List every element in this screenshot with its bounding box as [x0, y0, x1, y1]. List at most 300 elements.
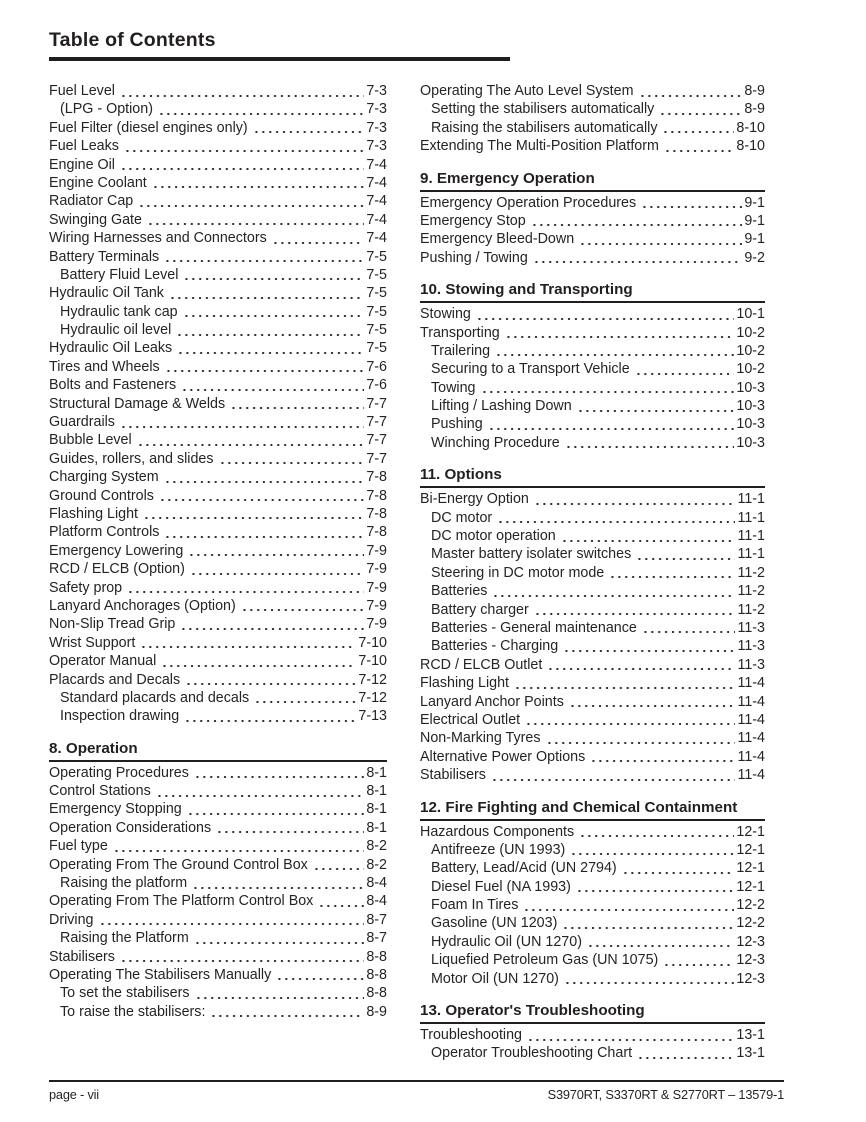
toc-entry-label: Gasoline (UN 1203)	[431, 915, 558, 932]
dot-leader	[609, 564, 735, 582]
toc-entry	[49, 523, 387, 541]
dot-leader	[523, 896, 734, 914]
toc-entry	[420, 970, 765, 988]
toc-entry	[49, 948, 387, 966]
toc-entry-page: 7-3	[366, 119, 387, 136]
page-title: Table of Contents	[49, 29, 216, 51]
toc-entry	[49, 487, 387, 505]
toc-entry-page: 7-4	[366, 174, 387, 191]
toc-entry-label: Structural Damage & Welds	[49, 395, 226, 412]
toc-section-header: 13. Operator's Troubleshooting	[420, 1001, 765, 1024]
toc-entry	[420, 490, 765, 508]
toc-column-left	[49, 82, 387, 1021]
dot-leader	[210, 1003, 364, 1021]
dot-leader	[181, 376, 364, 394]
toc-entry-page: 12-2	[736, 915, 765, 932]
toc-entry-label: Foam In Tires	[431, 897, 519, 914]
toc-entry-page: 10-3	[736, 416, 765, 433]
toc-entry	[49, 597, 387, 615]
toc-entry	[49, 1003, 387, 1021]
toc-entry-label: Electrical Outlet	[420, 711, 521, 728]
toc-entry-label: Fuel Filter (diesel engines only)	[49, 119, 248, 136]
dot-leader	[99, 911, 365, 929]
toc-entry	[420, 878, 765, 896]
toc-entry-label: Troubleshooting	[420, 1027, 522, 1044]
toc-entry-page: 7-9	[366, 542, 387, 559]
toc-entry-label: Emergency Operation Procedures	[420, 194, 637, 211]
toc-entry-page: 8-10	[736, 138, 765, 155]
toc-entry-label: Batteries	[431, 583, 488, 600]
toc-entry	[420, 766, 765, 784]
toc-entry	[420, 194, 765, 212]
dot-leader	[525, 711, 735, 729]
dot-leader	[590, 748, 735, 766]
dot-leader	[531, 212, 743, 230]
toc-entry	[49, 892, 387, 910]
dot-leader	[622, 859, 735, 877]
toc-entry	[420, 434, 765, 452]
toc-entry-label: Fuel Level	[49, 83, 115, 99]
toc-entry-page: 11-1	[737, 509, 765, 526]
toc-entry-page: 7-8	[366, 524, 387, 541]
toc-entry-label: Pushing	[431, 416, 483, 433]
toc-entry	[49, 192, 387, 210]
toc-entry	[49, 211, 387, 229]
dot-leader	[194, 764, 364, 782]
toc-entry	[420, 119, 765, 137]
toc-entry-page: 7-10	[358, 634, 387, 651]
toc-entry-label: Hazardous Components	[420, 823, 575, 840]
dot-leader	[192, 874, 364, 892]
toc-entry-label: Antifreeze (UN 1993)	[431, 841, 566, 858]
toc-entry-page: 7-9	[366, 579, 387, 596]
toc-entry-label: Flashing Light	[49, 505, 139, 522]
toc-entry-page: 12-1	[736, 878, 765, 895]
toc-entry-page: 10-3	[736, 398, 765, 415]
toc-entry-label: Ground Controls	[49, 487, 154, 504]
toc-entry	[49, 634, 387, 652]
toc-entry-label: Operating From The Ground Control Box	[49, 856, 308, 873]
toc-entry	[420, 212, 765, 230]
toc-entry-page: 8-8	[366, 948, 387, 965]
toc-section-header: 10. Stowing and Transporting	[420, 280, 765, 303]
toc-entry-label: Charging System	[49, 469, 159, 486]
toc-entry	[420, 582, 765, 600]
toc-entry	[420, 951, 765, 969]
dot-leader	[185, 671, 356, 689]
toc-entry	[49, 929, 387, 947]
toc-entry-page: 9-2	[744, 249, 765, 266]
toc-entry-page: 9-1	[744, 212, 765, 229]
toc-entry-page: 12-1	[736, 823, 765, 840]
toc-entry	[49, 358, 387, 376]
toc-entry-label: Fuel Leaks	[49, 138, 119, 155]
toc-entry-label: Battery charger	[431, 601, 529, 618]
toc-entry-page: 10-2	[736, 342, 765, 359]
toc-entry-label: Batteries - Charging	[431, 638, 559, 655]
toc-entry	[49, 707, 387, 725]
toc-entry-label: Operator Troubleshooting Chart	[431, 1045, 633, 1062]
toc-entry-label: Operating The Auto Level System	[420, 83, 634, 99]
toc-entry-label: Extending The Multi-Position Platform	[420, 138, 659, 155]
footer-rule	[49, 1080, 784, 1082]
toc-entry-label: RCD / ELCB (Option)	[49, 561, 185, 578]
dot-leader	[642, 619, 736, 637]
toc-entry-label: Hydraulic Oil (UN 1270)	[431, 933, 582, 950]
toc-entry	[49, 229, 387, 247]
toc-entry	[420, 841, 765, 859]
toc-entry-page: 10-1	[736, 306, 765, 323]
toc-entry	[49, 100, 387, 118]
toc-entry-label: Guardrails	[49, 414, 115, 431]
dot-leader	[576, 878, 735, 896]
title-underline-rule	[49, 57, 510, 61]
dot-leader	[176, 321, 364, 339]
toc-entry-label: Winching Procedure	[431, 434, 560, 451]
toc-entry-page: 11-4	[737, 767, 765, 784]
toc-entry-label: To raise the stabilisers:	[60, 1003, 206, 1020]
toc-entry-label: Emergency Stop	[420, 212, 526, 229]
dot-leader	[637, 1044, 734, 1062]
toc-entry-page: 8-7	[366, 911, 387, 928]
dot-leader	[663, 951, 734, 969]
toc-entry-page: 12-3	[736, 952, 765, 969]
dot-leader	[188, 542, 364, 560]
toc-entry	[420, 896, 765, 914]
toc-entry-page: 8-9	[744, 101, 765, 118]
toc-entry-page: 7-4	[366, 156, 387, 173]
dot-leader	[564, 970, 734, 988]
toc-entry-label: Engine Oil	[49, 156, 115, 173]
toc-entry-page: 7-6	[366, 358, 387, 375]
toc-entry-page: 10-2	[736, 324, 765, 341]
toc-entry-label: Lanyard Anchor Points	[420, 693, 564, 710]
toc-entry	[420, 711, 765, 729]
toc-entry	[49, 431, 387, 449]
dot-leader	[138, 192, 364, 210]
toc-entry-page: 8-1	[366, 819, 387, 836]
toc-entry-page: 8-1	[366, 783, 387, 800]
dot-leader	[636, 545, 735, 563]
toc-entry-label: Radiator Cap	[49, 193, 134, 210]
toc-entry-label: Hydraulic oil level	[60, 322, 172, 339]
toc-entry	[420, 379, 765, 397]
dot-leader	[143, 505, 364, 523]
toc-entry	[420, 859, 765, 877]
toc-entry	[420, 914, 765, 932]
toc-entry-page: 7-6	[366, 377, 387, 394]
toc-entry	[49, 174, 387, 192]
toc-entry-page: 8-2	[366, 838, 387, 855]
dot-leader	[124, 137, 364, 155]
toc-entry-label: Engine Coolant	[49, 174, 147, 191]
toc-entry	[49, 874, 387, 892]
toc-entry	[420, 637, 765, 655]
dot-leader	[569, 693, 736, 711]
dot-leader	[120, 413, 364, 431]
toc-entry	[49, 984, 387, 1002]
toc-entry-page: 8-2	[366, 856, 387, 873]
dot-leader	[190, 560, 364, 578]
toc-entry-page: 7-13	[358, 708, 387, 725]
toc-entry-label: Hydraulic tank cap	[60, 303, 178, 320]
toc-entry-page: 7-7	[366, 450, 387, 467]
toc-entry-page: 8-4	[366, 893, 387, 910]
toc-entry-label: Emergency Bleed-Down	[420, 231, 575, 248]
dot-leader	[180, 615, 364, 633]
toc-entry-page: 8-8	[366, 985, 387, 1002]
toc-entry	[49, 137, 387, 155]
dot-leader	[194, 929, 365, 947]
toc-entry-label: Guides, rollers, and slides	[49, 450, 214, 467]
toc-entry-page: 7-12	[358, 689, 387, 706]
toc-entry	[49, 764, 387, 782]
toc-entry-page: 7-7	[366, 414, 387, 431]
dot-leader	[254, 689, 356, 707]
toc-entry-label: Safety prop	[49, 579, 123, 596]
dot-leader	[488, 415, 735, 433]
dot-leader	[313, 856, 365, 874]
dot-leader	[216, 819, 364, 837]
dot-leader	[161, 652, 356, 670]
toc-entry-label: Stabilisers	[49, 948, 115, 965]
toc-entry-page: 7-5	[366, 285, 387, 302]
toc-entry	[420, 415, 765, 433]
toc-entry-label: Stowing	[420, 306, 471, 323]
toc-entry-label: Standard placards and decals	[60, 689, 250, 706]
dot-leader	[165, 358, 365, 376]
dot-leader	[177, 339, 364, 357]
toc-entry-page: 8-8	[366, 966, 387, 983]
toc-entry-label: Liquefied Petroleum Gas (UN 1075)	[431, 952, 659, 969]
dot-leader	[505, 324, 735, 342]
toc-entry-page: 7-5	[366, 248, 387, 265]
dot-leader	[272, 229, 365, 247]
toc-entry-page: 10-3	[736, 379, 765, 396]
toc-entry	[49, 671, 387, 689]
toc-entry-page: 7-5	[366, 340, 387, 357]
toc-entry-page: 7-8	[366, 505, 387, 522]
dot-leader	[664, 137, 734, 155]
toc-entry	[420, 249, 765, 267]
toc-entry	[49, 284, 387, 302]
dot-leader	[561, 527, 736, 545]
toc-entry	[420, 674, 765, 692]
toc-entry	[420, 1026, 765, 1044]
toc-entry-page: 8-1	[366, 801, 387, 818]
toc-entry-page: 9-1	[744, 194, 765, 211]
toc-entry-label: Motor Oil (UN 1270)	[431, 970, 559, 987]
dot-leader	[563, 637, 735, 655]
dot-leader	[562, 914, 734, 932]
toc-entry-page: 7-3	[366, 101, 387, 118]
toc-entry-page: 11-4	[737, 748, 765, 765]
toc-entry-label: Stabilisers	[420, 767, 486, 784]
dot-leader	[534, 601, 736, 619]
dot-leader	[137, 431, 365, 449]
toc-entry	[49, 689, 387, 707]
dot-leader	[514, 674, 735, 692]
toc-entry-label: Battery Fluid Level	[60, 266, 179, 283]
toc-entry-page: 11-3	[737, 638, 765, 655]
toc-entry-label: Trailering	[431, 342, 491, 359]
toc-section-header: 8. Operation	[49, 739, 387, 762]
toc-entry-page: 7-8	[366, 469, 387, 486]
dot-leader	[577, 397, 735, 415]
toc-entry-page: 11-2	[737, 601, 765, 618]
toc-entry	[420, 230, 765, 248]
toc-entry	[420, 100, 765, 118]
toc-entry-page: 7-4	[366, 193, 387, 210]
toc-entry-page: 7-7	[366, 395, 387, 412]
toc-entry-page: 11-1	[737, 546, 765, 563]
toc-entry-page: 7-9	[366, 597, 387, 614]
toc-entry-label: Pushing / Towing	[420, 249, 528, 266]
toc-entry	[49, 248, 387, 266]
toc-entry-label: Emergency Lowering	[49, 542, 184, 559]
toc-entry-label: Diesel Fuel (NA 1993)	[431, 878, 571, 895]
toc-entry	[49, 339, 387, 357]
dot-leader	[120, 156, 364, 174]
toc-entry-label: Raising the Platform	[60, 930, 189, 947]
toc-entry	[49, 652, 387, 670]
dot-leader	[195, 984, 365, 1002]
toc-entry-label: Wrist Support	[49, 634, 136, 651]
toc-entry	[49, 468, 387, 486]
toc-entry-label: Platform Controls	[49, 524, 160, 541]
dot-leader	[253, 119, 365, 137]
toc-entry-page: 11-4	[737, 711, 765, 728]
toc-entry-page: 11-4	[737, 730, 765, 747]
toc-entry	[49, 303, 387, 321]
toc-entry-label: Bubble Level	[49, 432, 132, 449]
toc-entry-page: 12-3	[736, 933, 765, 950]
toc-entry-label: Wiring Harnesses and Connectors	[49, 230, 267, 247]
toc-entry-label: Operating From The Platform Control Box	[49, 893, 314, 910]
dot-leader	[147, 211, 364, 229]
toc-entry-page: 7-10	[358, 653, 387, 670]
toc-entry-page: 10-2	[736, 361, 765, 378]
toc-entry-page: 12-3	[736, 970, 765, 987]
toc-entry-label: Operation Considerations	[49, 819, 212, 836]
toc-entry-page: 11-4	[737, 693, 765, 710]
toc-entry-page: 7-5	[366, 266, 387, 283]
dot-leader	[570, 841, 734, 859]
toc-entry	[420, 342, 765, 360]
dot-leader	[495, 342, 734, 360]
toc-entry	[49, 321, 387, 339]
toc-entry	[420, 137, 765, 155]
toc-entry	[49, 450, 387, 468]
dot-leader	[230, 395, 364, 413]
dot-leader	[183, 266, 364, 284]
toc-entry	[49, 376, 387, 394]
dot-leader	[476, 305, 735, 323]
toc-entry	[49, 413, 387, 431]
dot-leader	[565, 434, 735, 452]
dot-leader	[164, 523, 364, 541]
dot-leader	[183, 303, 365, 321]
dot-leader	[497, 509, 735, 527]
toc-entry	[49, 819, 387, 837]
toc-entry-label: Hydraulic Oil Leaks	[49, 340, 173, 357]
toc-entry-page: 12-2	[736, 897, 765, 914]
toc-entry-page: 7-4	[366, 230, 387, 247]
dot-leader	[184, 707, 356, 725]
dot-leader	[152, 174, 365, 192]
dot-leader	[276, 966, 364, 984]
dot-leader	[164, 248, 364, 266]
toc-entry-page: 8-1	[366, 764, 387, 781]
dot-leader	[219, 450, 365, 468]
dot-leader	[662, 119, 734, 137]
toc-entry-label: Non-Slip Tread Grip	[49, 616, 176, 633]
toc-entry-page: 12-1	[736, 841, 765, 858]
toc-entry	[49, 782, 387, 800]
toc-entry-page: 10-3	[736, 434, 765, 451]
toc-entry-page: 7-3	[366, 138, 387, 155]
dot-leader	[534, 490, 736, 508]
toc-entry-page: 11-1	[737, 491, 765, 508]
toc-entry-label: Control Stations	[49, 783, 151, 800]
toc-entry-page: 7-9	[366, 561, 387, 578]
toc-entry-label: Raising the platform	[60, 875, 188, 892]
toc-section-header: 9. Emergency Operation	[420, 169, 765, 192]
toc-entry-label: Batteries - General maintenance	[431, 619, 637, 636]
toc-entry-page: 11-3	[737, 656, 765, 673]
toc-entry-page: 7-12	[358, 671, 387, 688]
toc-entry	[49, 266, 387, 284]
dot-leader	[635, 360, 735, 378]
toc-entry-page: 8-10	[736, 119, 765, 136]
toc-entry-page: 8-4	[366, 875, 387, 892]
toc-entry-label: Battery Terminals	[49, 248, 160, 265]
dot-leader	[546, 729, 736, 747]
toc-entry	[420, 619, 765, 637]
toc-entry-label: Bi-Energy Option	[420, 491, 529, 508]
toc-entry-label: Operating Procedures	[49, 764, 189, 781]
dot-leader	[491, 766, 735, 784]
toc-entry-label: Transporting	[420, 324, 500, 341]
dot-leader	[639, 82, 743, 100]
toc-entry-label: Raising the stabilisers automatically	[431, 119, 658, 136]
dot-leader	[140, 634, 356, 652]
toc-entry	[420, 545, 765, 563]
toc-entry	[420, 305, 765, 323]
dot-leader	[481, 379, 735, 397]
toc-entry-page: 7-8	[366, 487, 387, 504]
toc-entry-label: Alternative Power Options	[420, 748, 586, 765]
toc-entry	[420, 509, 765, 527]
toc-entry	[49, 395, 387, 413]
footer-document-reference: S3970RT, S3370RT & S2770RT – 13579-1	[547, 1087, 784, 1102]
toc-entry-page: 11-2	[737, 564, 765, 581]
dot-leader	[120, 82, 364, 100]
dot-leader	[587, 933, 734, 951]
toc-entry	[420, 693, 765, 711]
toc-entry-label: Setting the stabilisers automatically	[431, 101, 655, 118]
toc-entry-page: 7-7	[366, 432, 387, 449]
dot-leader	[164, 468, 365, 486]
toc-entry	[420, 601, 765, 619]
toc-entry-page: 7-9	[366, 616, 387, 633]
toc-entry	[420, 564, 765, 582]
toc-entry	[420, 933, 765, 951]
toc-entry	[420, 360, 765, 378]
toc-entry	[420, 748, 765, 766]
dot-leader	[113, 837, 365, 855]
toc-entry-page: 8-7	[366, 930, 387, 947]
